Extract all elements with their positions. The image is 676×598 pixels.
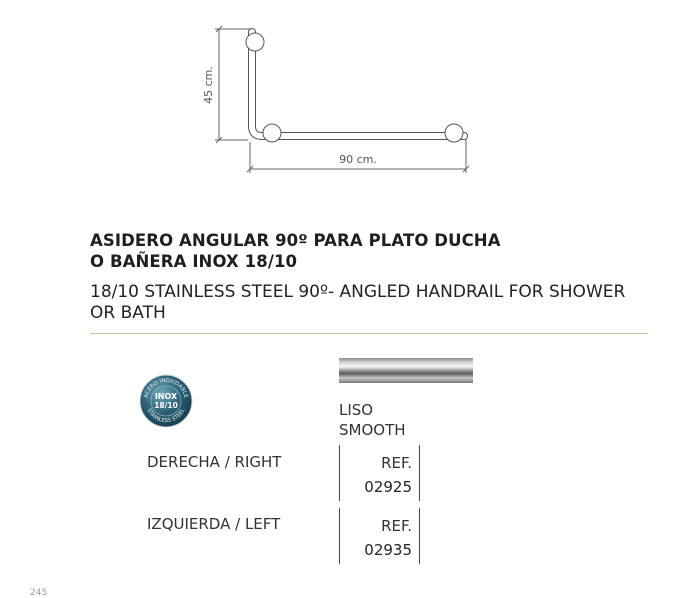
product-title-spanish [90,230,501,272]
finish-label [339,400,406,440]
handrail-dimension-drawing [196,26,476,176]
ref-label: REF. [381,454,412,472]
title-en-line1: 18/10 STAINLESS STEEL 90º- ANGLED HANDRAIL FOR SHOWER [90,282,626,302]
variant-label-right: DERECHA / RIGHT [147,453,282,471]
product-title-english [90,282,625,324]
finish-name-english: SMOOTH [339,421,406,439]
title-en-line2: OR BATH [90,303,166,323]
badge-inox-text: INOX [154,392,178,401]
reference-cell-left [339,508,420,564]
section-divider [90,333,648,334]
title-es-line2: O BAÑERA INOX 18/10 [90,252,298,271]
page-number: 245 [30,588,48,598]
ref-number: 02935 [364,541,412,559]
variant-label-left: IZQUIERDA / LEFT [147,515,281,533]
inox-stainless-steel-badge-icon [139,374,193,428]
smooth-steel-finish-swatch [339,358,473,383]
reference-cell-right [339,445,420,501]
badge-ring-top-text: ACERO INOXIDABLE [143,377,189,399]
height-dimension-label: 45 cm. [202,66,215,104]
finish-name-spanish: LISO [339,401,374,419]
badge-ring-bottom-text: STAINLESS STEEL [145,407,187,425]
ref-label: REF. [381,517,412,535]
title-es-line1: ASIDERO ANGULAR 90º PARA PLATO DUCHA [90,231,501,250]
width-dimension-label: 90 cm. [339,153,377,166]
badge-grade-text: 18/10 [154,401,178,410]
ref-number: 02925 [364,478,412,496]
